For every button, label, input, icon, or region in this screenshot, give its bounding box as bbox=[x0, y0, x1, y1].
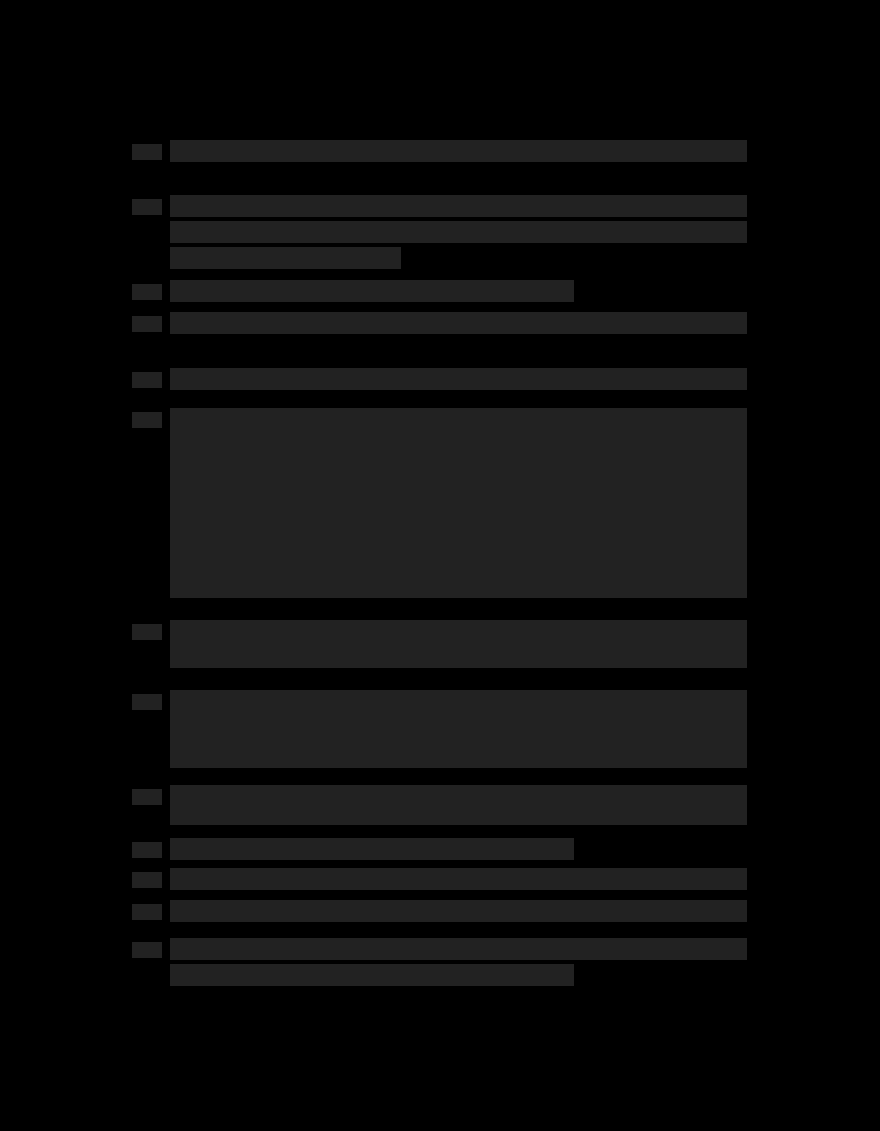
list-marker bbox=[132, 904, 162, 920]
list-marker bbox=[132, 624, 162, 640]
text-line bbox=[170, 280, 574, 302]
list-marker bbox=[132, 789, 162, 805]
text-line bbox=[170, 368, 747, 390]
list-marker bbox=[132, 199, 162, 215]
text-line bbox=[170, 140, 747, 162]
text-line bbox=[170, 938, 747, 960]
text-block bbox=[170, 690, 747, 768]
list-marker bbox=[132, 284, 162, 300]
text-block bbox=[170, 785, 747, 825]
text-line bbox=[170, 312, 747, 334]
list-marker bbox=[132, 842, 162, 858]
text-block bbox=[170, 408, 747, 598]
text-line bbox=[170, 900, 747, 922]
text-block bbox=[170, 620, 747, 668]
list-marker bbox=[132, 412, 162, 428]
list-marker bbox=[132, 144, 162, 160]
list-marker bbox=[132, 372, 162, 388]
text-line bbox=[170, 868, 747, 890]
text-line bbox=[170, 195, 747, 217]
text-line bbox=[170, 838, 574, 860]
text-line bbox=[170, 964, 574, 986]
text-line bbox=[170, 247, 401, 269]
text-line bbox=[170, 221, 747, 243]
list-marker bbox=[132, 942, 162, 958]
list-marker bbox=[132, 694, 162, 710]
list-marker bbox=[132, 872, 162, 888]
list-marker bbox=[132, 316, 162, 332]
